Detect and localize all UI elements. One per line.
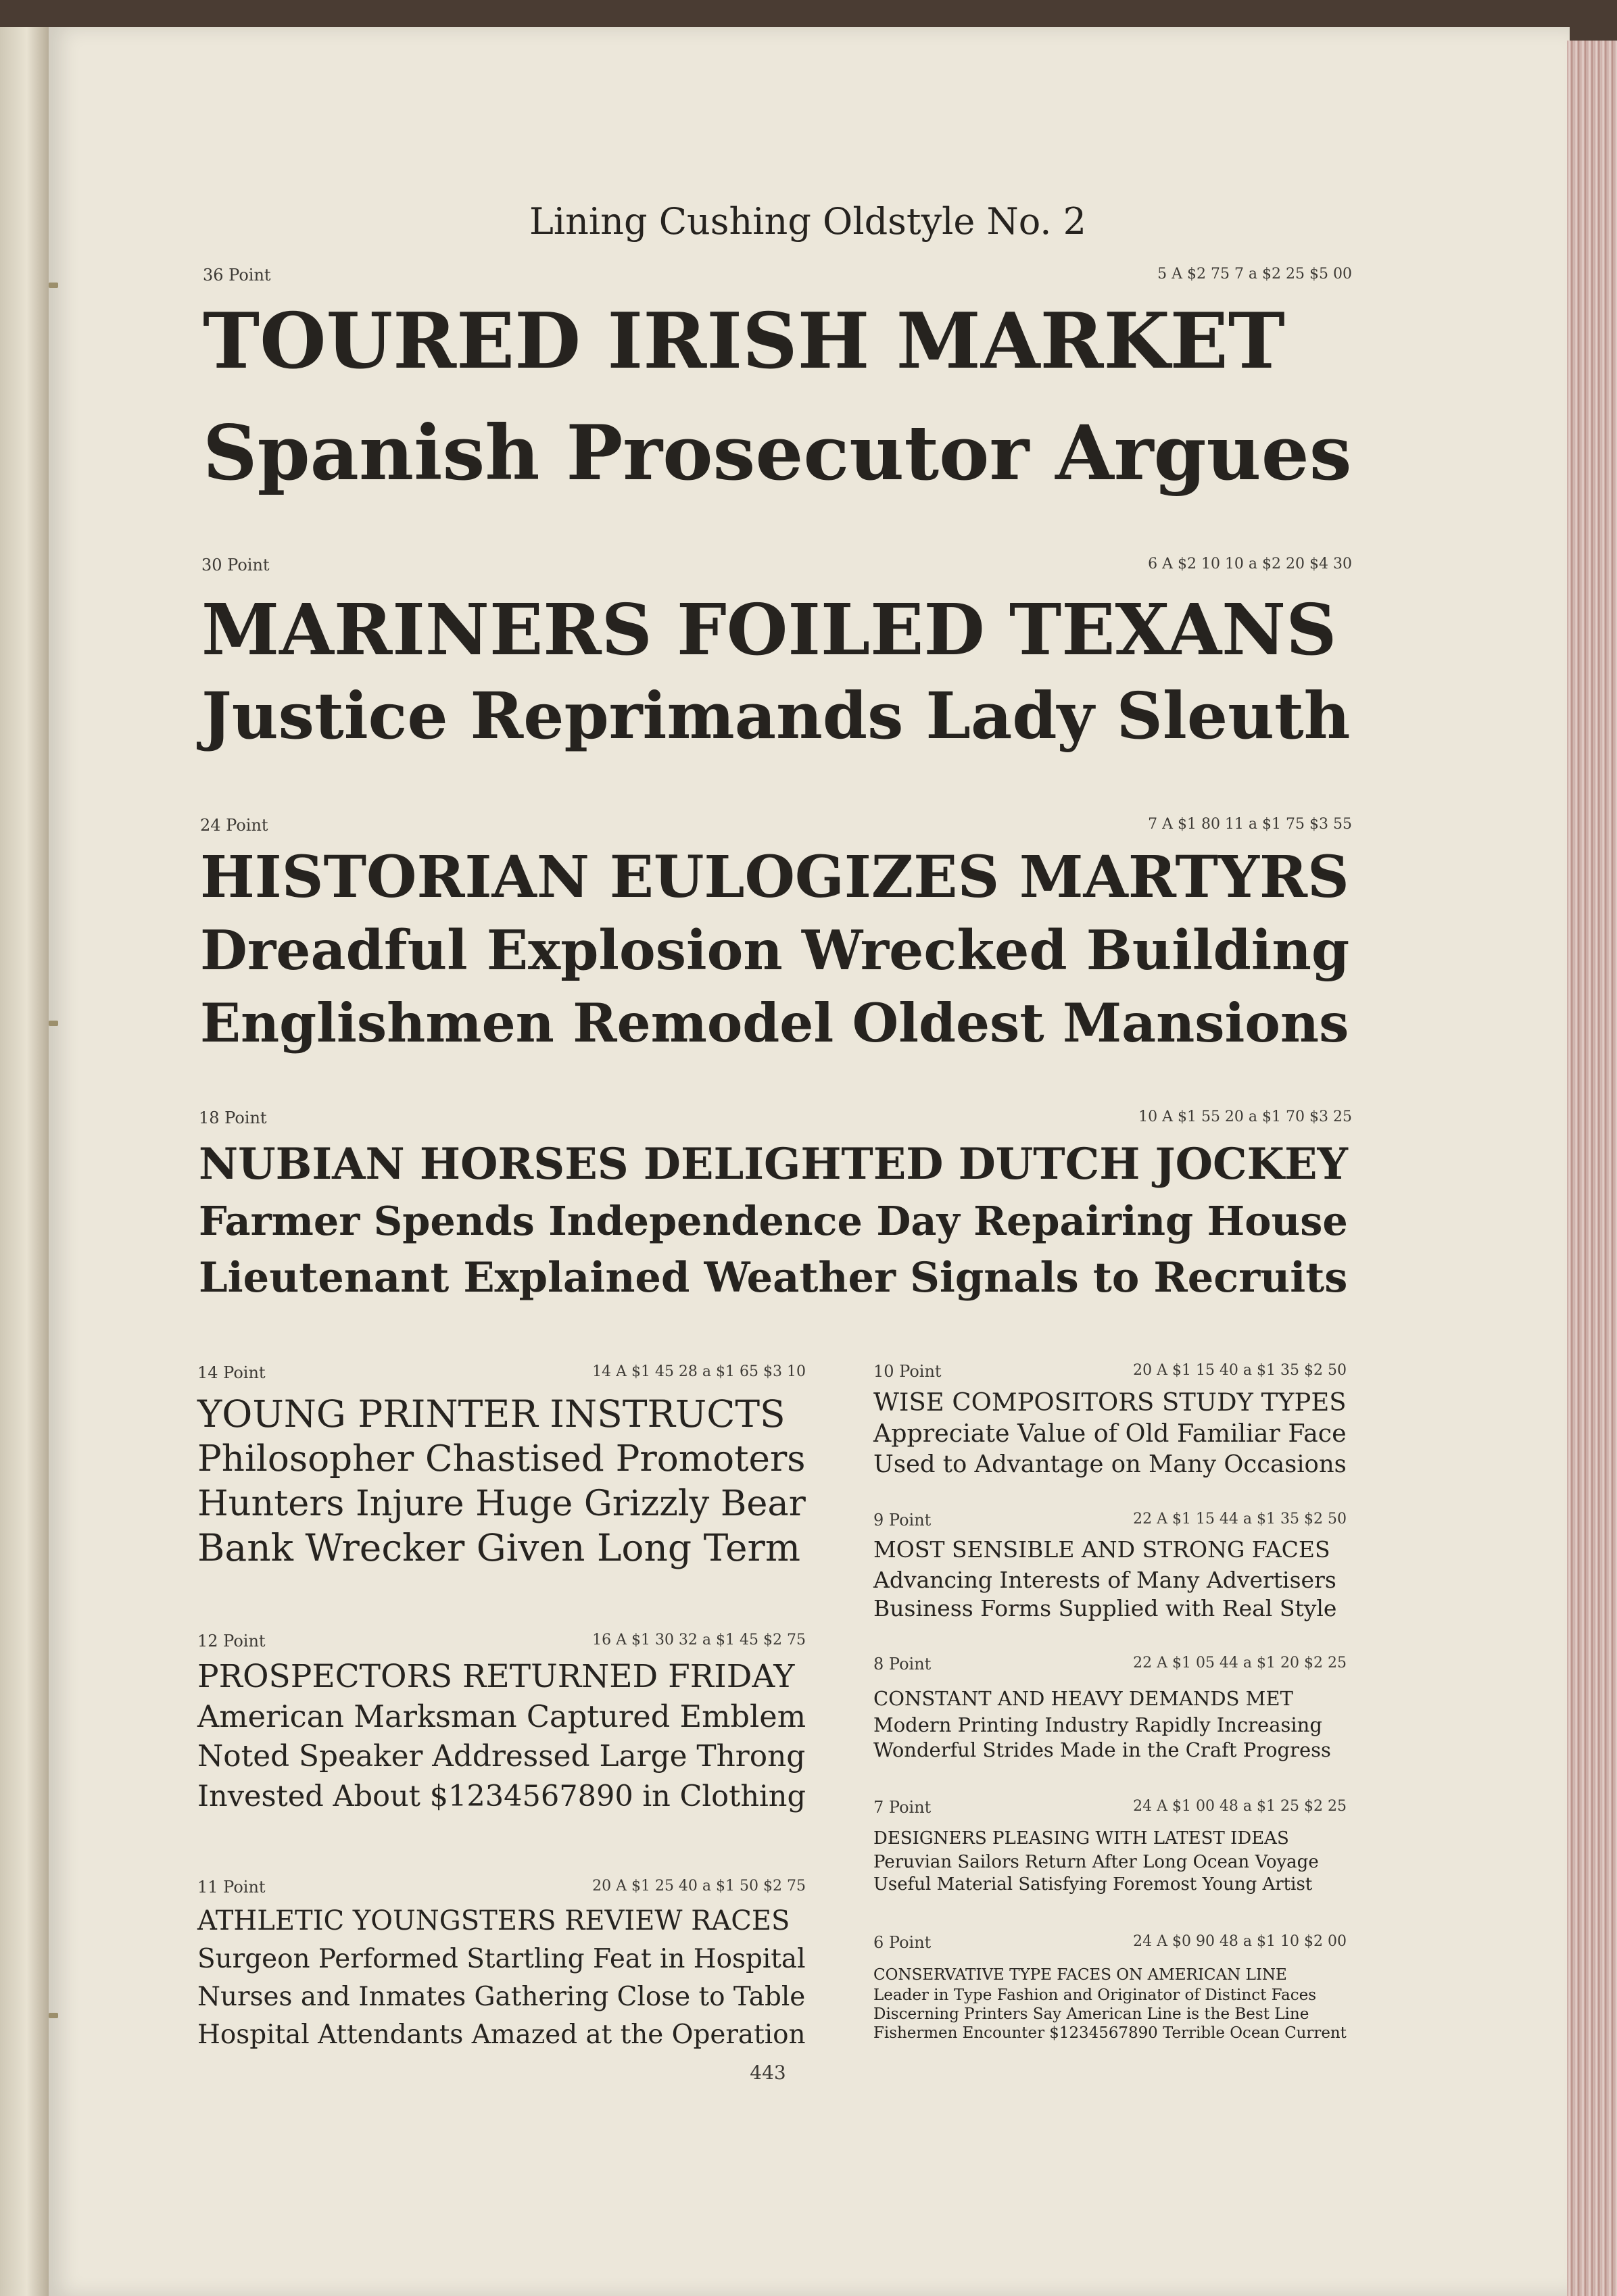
specimen-line: MARINERS FOILED TEXANS <box>201 588 1337 671</box>
binding-stitch <box>49 1021 58 1026</box>
specimen-line: TOURED IRISH MARKET <box>203 296 1285 386</box>
size-label-11: 11 Point <box>197 1878 266 1897</box>
size-label-6: 6 Point <box>873 1933 932 1952</box>
specimen-line: MOST SENSIBLE AND STRONG FACES <box>873 1536 1330 1563</box>
specimen-line: Used to Advantage on Many Occasions <box>873 1450 1347 1478</box>
specimen-line: CONSERVATIVE TYPE FACES ON AMERICAN LINE <box>873 1966 1287 1984</box>
specimen-line: Lieutenant Explained Weather Signals to Recruits <box>199 1254 1348 1302</box>
specimen-line: Wonderful Strides Made in the Craft Progress <box>873 1738 1331 1761</box>
specimen-line: DESIGNERS PLEASING WITH LATEST IDEAS <box>873 1828 1289 1849</box>
binding-stitch <box>49 283 58 288</box>
specimen-line: Useful Material Satisfying Foremost Young Artist <box>873 1874 1313 1895</box>
specimen-line: YOUNG PRINTER INSTRUCTS <box>197 1392 786 1436</box>
specimen-line: Justice Reprimands Lady Sleuth <box>201 679 1351 754</box>
specimen-line: Nurses and Inmates Gathering Close to Table <box>197 1982 806 2012</box>
specimen-line: Advancing Interests of Many Advertisers <box>873 1567 1336 1593</box>
specimen-line: Fishermen Encounter $1234567890 Terrible Ocean Current <box>873 2024 1347 2042</box>
page-title: Lining Cushing Oldstyle No. 2 <box>529 200 1086 243</box>
specimen-line: Appreciate Value of Old Familiar Face <box>873 1419 1347 1448</box>
price-12: 16 A $1 30 32 a $1 45 $2 75 <box>592 1632 806 1648</box>
specimen-line: American Marksman Captured Emblem <box>197 1699 806 1734</box>
specimen-line: WISE COMPOSITORS STUDY TYPES <box>873 1388 1347 1417</box>
price-18: 10 A $1 55 20 a $1 70 $3 25 <box>1138 1108 1352 1125</box>
specimen-line: Philosopher Chastised Promoters <box>197 1438 806 1480</box>
specimen-line: Invested About $1234567890 in Clothing <box>197 1780 806 1813</box>
page-edges <box>1567 41 1617 2296</box>
specimen-line: Peruvian Sailors Return After Long Ocean Voyage <box>873 1852 1319 1872</box>
specimen-line: Hunters Injure Huge Grizzly Bear <box>197 1483 806 1524</box>
specimen-line: HISTORIAN EULOGIZES MARTYRS <box>200 844 1349 911</box>
size-label-24: 24 Point <box>200 816 268 835</box>
binding-stitch <box>49 2013 58 2018</box>
price-7: 24 A $1 00 48 a $1 25 $2 25 <box>1133 1798 1347 1815</box>
specimen-line: Dreadful Explosion Wrecked Building <box>200 918 1350 982</box>
price-8: 22 A $1 05 44 a $1 20 $2 25 <box>1133 1655 1347 1671</box>
specimen-line: CONSTANT AND HEAVY DEMANDS MET <box>873 1687 1293 1710</box>
specimen-line: NUBIAN HORSES DELIGHTED DUTCH JOCKEY <box>199 1139 1348 1190</box>
facing-page-edge <box>0 27 49 2296</box>
specimen-line: Spanish Prosecutor Argues <box>203 409 1352 497</box>
price-36: 5 A $2 75 7 a $2 25 $5 00 <box>1157 266 1352 283</box>
specimen-line: Farmer Spends Independence Day Repairing House <box>199 1198 1348 1244</box>
size-label-30: 30 Point <box>201 556 270 575</box>
size-label-36: 36 Point <box>203 266 271 285</box>
price-9: 22 A $1 15 44 a $1 35 $2 50 <box>1133 1511 1347 1528</box>
size-label-9: 9 Point <box>873 1511 932 1530</box>
specimen-line: Hospital Attendants Amazed at the Operation <box>197 2020 806 2050</box>
specimen-line: Noted Speaker Addressed Large Throng <box>197 1739 806 1774</box>
size-label-12: 12 Point <box>197 1632 266 1651</box>
price-6: 24 A $0 90 48 a $1 10 $2 00 <box>1133 1933 1347 1950</box>
size-label-18: 18 Point <box>199 1108 267 1127</box>
specimen-line: Modern Printing Industry Rapidly Increasing <box>873 1713 1322 1736</box>
specimen-line: ATHLETIC YOUNGSTERS REVIEW RACES <box>197 1905 790 1936</box>
specimen-line: Business Forms Supplied with Real Style <box>873 1595 1337 1621</box>
specimen-line: Leader in Type Fashion and Originator of Distinct Faces <box>873 1986 1317 2004</box>
size-label-7: 7 Point <box>873 1798 932 1817</box>
price-10: 20 A $1 15 40 a $1 35 $2 50 <box>1133 1362 1347 1379</box>
size-label-14: 14 Point <box>197 1363 266 1382</box>
specimen-line: Surgeon Performed Startling Feat in Hospital <box>197 1944 806 1974</box>
specimen-line: PROSPECTORS RETURNED FRIDAY <box>197 1658 795 1695</box>
price-11: 20 A $1 25 40 a $1 50 $2 75 <box>592 1878 806 1895</box>
specimen-line: Bank Wrecker Given Long Term <box>197 1526 801 1569</box>
price-14: 14 A $1 45 28 a $1 65 $3 10 <box>592 1363 806 1380</box>
page-number: 443 <box>750 2061 786 2084</box>
specimen-line: Discerning Printers Say American Line is the Best Line <box>873 2005 1309 2023</box>
size-label-8: 8 Point <box>873 1655 932 1674</box>
price-24: 7 A $1 80 11 a $1 75 $3 55 <box>1148 816 1352 833</box>
price-30: 6 A $2 10 10 a $2 20 $4 30 <box>1148 556 1352 572</box>
specimen-line: Englishmen Remodel Oldest Mansions <box>200 992 1349 1054</box>
size-label-10: 10 Point <box>873 1362 942 1381</box>
